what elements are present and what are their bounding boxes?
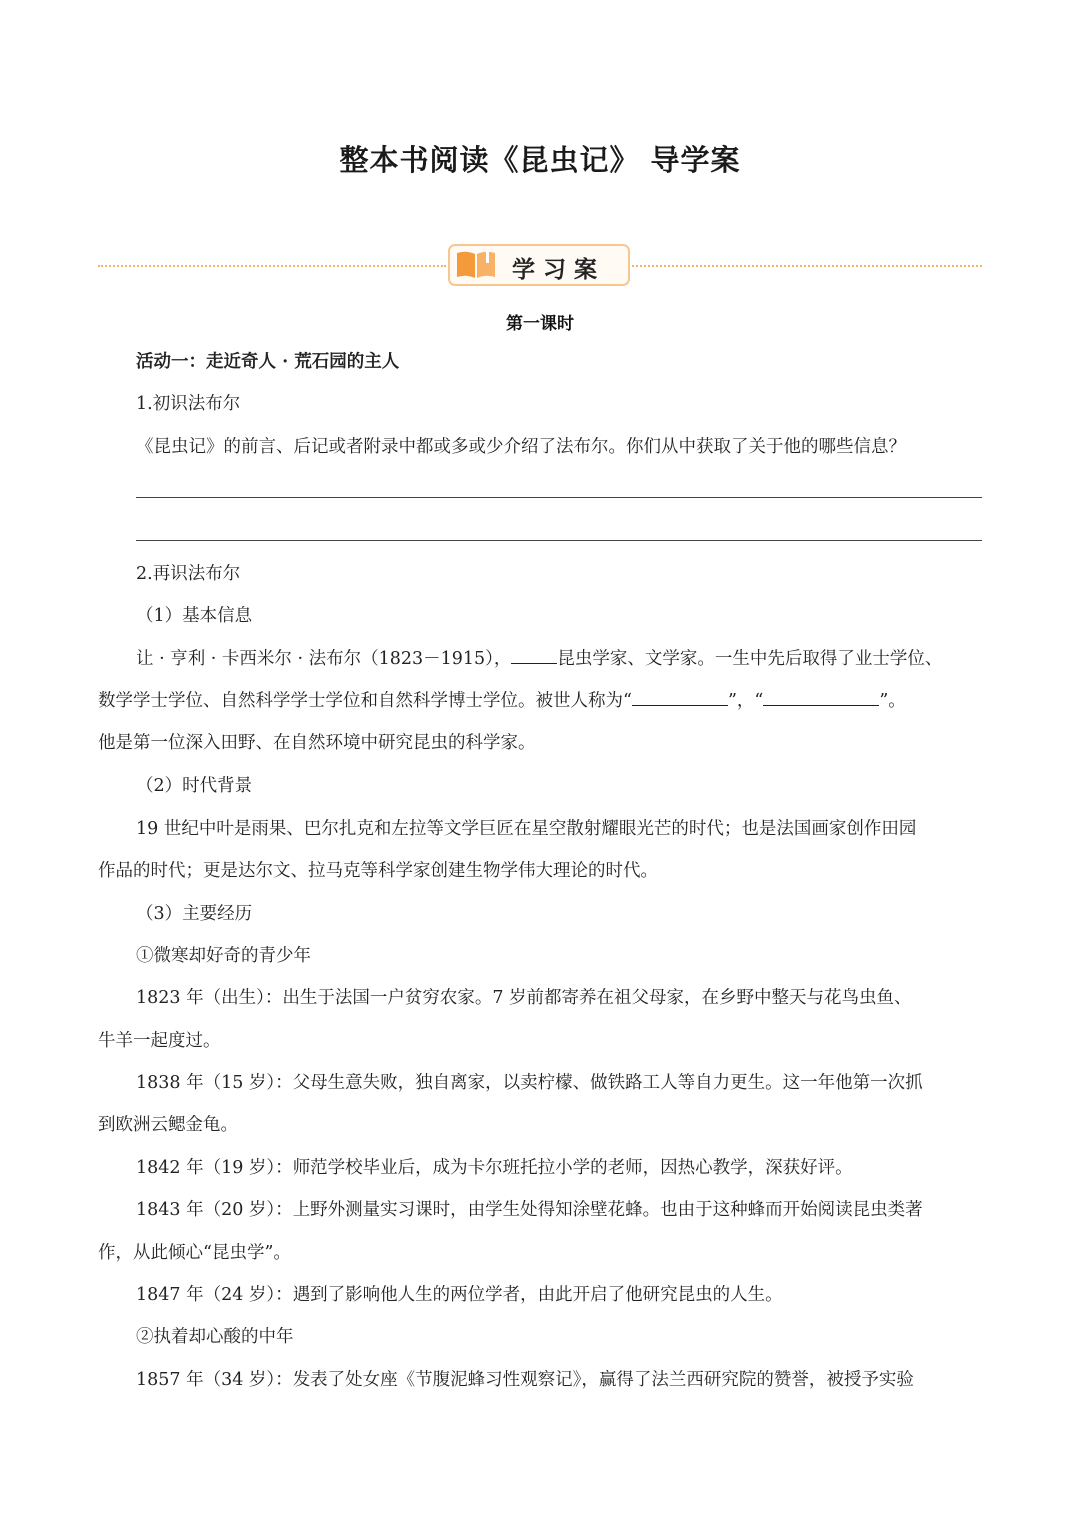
stage2-title: ②执着却心酸的中年	[136, 1327, 294, 1347]
experience-label: （3）主要经历	[136, 904, 253, 924]
timeline-entry	[136, 1062, 923, 1104]
timeline-year: 1838 年（15 岁）：	[136, 1073, 293, 1093]
basic-info-text: ”，“	[727, 691, 764, 711]
timeline-text: 上野外测量实习课时，由学生处得知涂壁花蜂。也由于这种蜂而开始阅读昆虫类著	[292, 1200, 923, 1220]
timeline-entry	[136, 977, 912, 1019]
timeline-text-cont: 牛羊一起度过。	[98, 1031, 221, 1051]
basic-info-text: ”。	[879, 691, 906, 711]
timeline-entry	[136, 1189, 923, 1231]
basic-info-text: 数学学士学位、自然科学学士学位和自然科学博士学位。被世人称为“	[98, 691, 632, 711]
section1-question: 《昆虫记》的前言、后记或者附录中都或多或少介绍了法布尔。你们从中获取了关于他的哪些信息？	[136, 437, 906, 457]
document-title: 整本书阅读《昆虫记》 导学案	[339, 143, 741, 177]
timeline-text: 父母生意失败，独自离家，以卖柠檬、做铁路工人等自力更生。这一年他第一次抓	[292, 1073, 923, 1093]
timeline-year: 1842 年（19 岁）：	[136, 1158, 293, 1178]
timeline-year: 1847 年（24 岁）：	[136, 1285, 293, 1305]
basic-info-text: 让 · 亨利 · 卡西米尔 · 法布尔（1823－1915），	[136, 649, 512, 669]
fill-blank-nationality[interactable]	[511, 645, 557, 664]
timeline-entry	[136, 1147, 853, 1189]
timeline-entry	[136, 1274, 783, 1316]
basic-info-line2	[98, 680, 906, 722]
timeline-year: 1843 年（20 岁）：	[136, 1200, 293, 1220]
basic-info-text: 昆虫学家、文学家。一生中先后取得了业士学位、	[557, 649, 943, 669]
fill-blank-title-1[interactable]	[632, 687, 728, 706]
basic-info-line3: 他是第一位深入田野、在自然环境中研究昆虫的科学家。	[98, 733, 536, 753]
timeline-year: 1823 年（出生）：	[136, 988, 283, 1008]
divider-right	[632, 265, 982, 267]
answer-line-1[interactable]	[136, 497, 982, 498]
stage1-title: ①微寒却好奇的青少年	[136, 946, 311, 966]
answer-line-2[interactable]	[136, 540, 982, 541]
activity-heading: 活动一：走近奇人 · 荒石园的主人	[136, 352, 400, 372]
timeline-entry	[136, 1359, 914, 1401]
banner-label: 学习案	[512, 257, 605, 283]
basic-info-label: （1）基本信息	[136, 606, 253, 626]
timeline-text-cont: 作，从此倾心“昆虫学”。	[98, 1243, 291, 1263]
era-line2: 作品的时代；更是达尔文、拉马克等科学家创建生物学伟大理论的时代。	[98, 861, 658, 881]
timeline-text: 发表了处女座《节腹泥蜂习性观察记》，赢得了法兰西研究院的赞誉，被授予实验	[292, 1370, 914, 1390]
book-icon	[455, 249, 497, 281]
fill-blank-title-2[interactable]	[763, 687, 879, 706]
timeline-text: 师范学校毕业后，成为卡尔班托拉小学的老师，因热心教学，深获好评。	[292, 1158, 853, 1178]
timeline-text-cont: 到欧洲云鳃金龟。	[98, 1115, 238, 1135]
timeline-text: 遇到了影响他人生的两位学者，由此开启了他研究昆虫的人生。	[292, 1285, 783, 1305]
era-label: （2）时代背景	[136, 776, 253, 796]
lesson-label: 第一课时	[506, 314, 574, 334]
timeline-year: 1857 年（34 岁）：	[136, 1370, 293, 1390]
divider-left	[98, 265, 446, 267]
section2-title: 2.再识法布尔	[136, 564, 241, 584]
section1-title: 1.初识法布尔	[136, 394, 241, 414]
basic-info-line1	[136, 638, 942, 680]
timeline-text: 出生于法国一户贫穷农家。7 岁前都寄养在祖父母家，在乡野中整天与花鸟虫鱼、	[282, 988, 912, 1008]
era-line1: 19 世纪中叶是雨果、巴尔扎克和左拉等文学巨匠在星空散射耀眼光芒的时代；也是法国画家创作田园	[136, 819, 917, 839]
